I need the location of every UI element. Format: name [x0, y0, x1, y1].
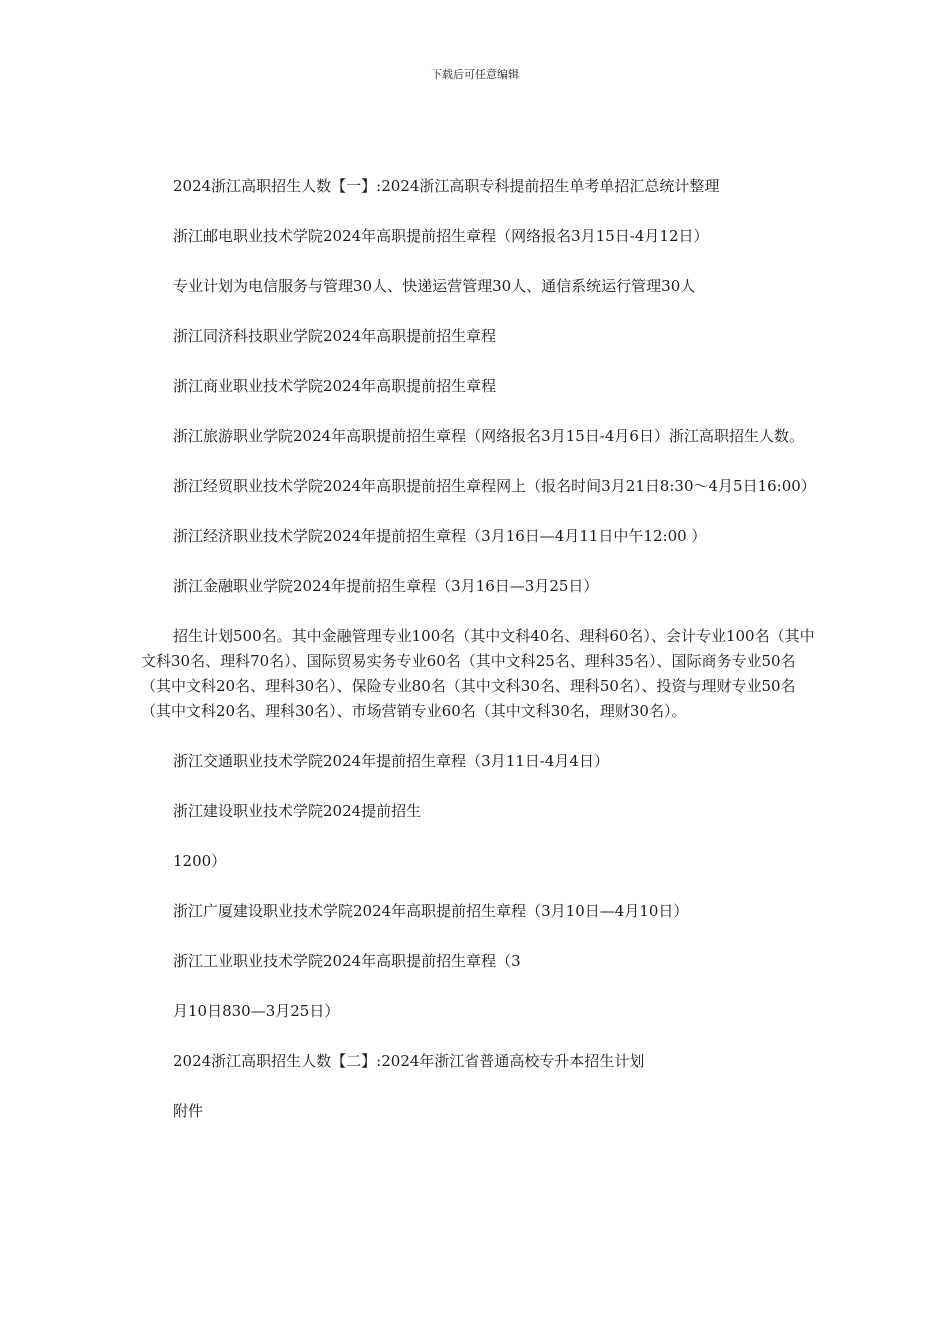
paragraph-jingji: 浙江经济职业技术学院2024年提前招生章程（3月16日—4月11日中午12:00 ）: [173, 527, 707, 545]
paragraph-jingmao: 浙江经贸职业技术学院2024年高职提前招生章程网上（报名时间3月21日8:30～4月5日16:00）: [173, 477, 816, 495]
paragraph-jinrong-plan: 招生计划500名。其中金融管理专业100名（其中文科40名、理科60名）、会计专业100名（其中文科30名、理科70名）、国际贸易实务专业60名（其中文科25名、理科35名）、国际商务专业50名（其中文科20名、理科30名）、保险专业80名（其中文科30名、理科50名）、投资与理财专业50名（其中文科20名、理科30名）、市场营销专业60名（其中文科30名，理财30名）。: [141, 627, 815, 720]
paragraph-zjpt: 浙江邮电职业技术学院2024年高职提前招生章程（网络报名3月15日-4月12日）: [173, 227, 709, 245]
paragraph-jiaotong: 浙江交通职业技术学院2024年提前招生章程（3月11日-4月4日）: [173, 752, 609, 770]
paragraph-gongye-date: 月10日830—3月25日）: [173, 1002, 340, 1020]
paragraph-jianshe-count: 1200）: [173, 852, 227, 870]
paragraph-gongye: 浙江工业职业技术学院2024年高职提前招生章程（3: [173, 952, 521, 970]
paragraph-guangsha: 浙江广厦建设职业技术学院2024年高职提前招生章程（3月10日—4月10日）: [173, 902, 689, 920]
paragraph-jinrong: 浙江金融职业学院2024年提前招生章程（3月16日—3月25日）: [173, 577, 599, 595]
paragraph-tongji: 浙江同济科技职业学院2024年高职提前招生章程: [173, 327, 497, 345]
document-body: [141, 174, 816, 1149]
paragraph-title-2: 2024浙江高职招生人数【二】:2024年浙江省普通高校专升本招生计划: [173, 1052, 645, 1070]
paragraph-shangye: 浙江商业职业技术学院2024年高职提前招生章程: [173, 377, 497, 395]
page-header-note: 下载后可任意编辑: [431, 68, 519, 81]
paragraph-attachment: 附件: [173, 1102, 204, 1120]
paragraph-zjpt-plan: 专业计划为电信服务与管理30人、快递运营管理30人、通信系统运行管理30人: [173, 277, 696, 295]
paragraph-title-1: 2024浙江高职招生人数【一】:2024浙江高职专科提前招生单考单招汇总统计整理: [173, 177, 720, 195]
paragraph-lvyou: 浙江旅游职业学院2024年高职提前招生章程（网络报名3月15日-4月6日）浙江高职招生人数。: [173, 427, 804, 445]
paragraph-jianshe: 浙江建设职业技术学院2024提前招生: [173, 802, 422, 820]
